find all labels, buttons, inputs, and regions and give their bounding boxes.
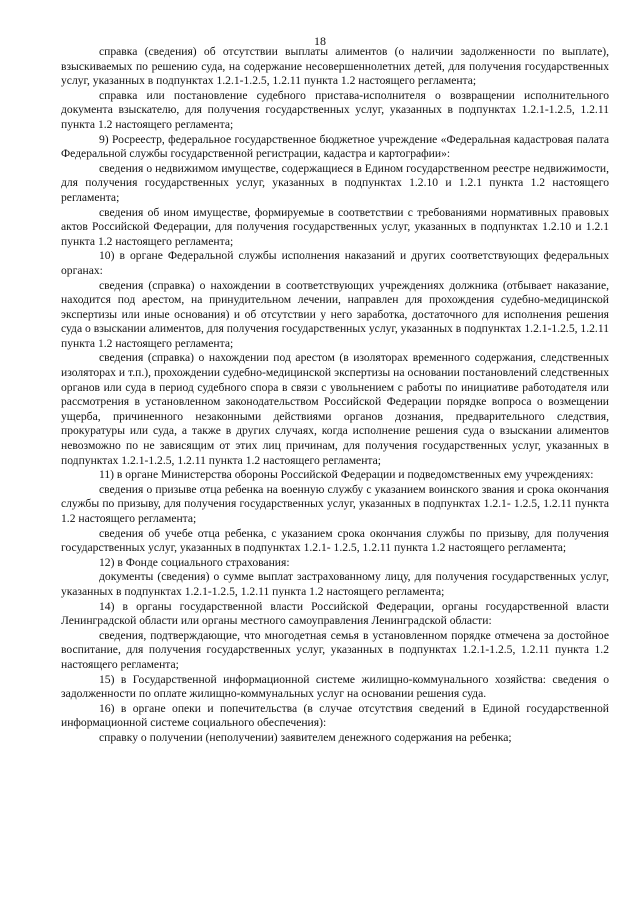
document-body bbox=[61, 45, 609, 746]
paragraph: 12) в Фонде социального страхования: bbox=[99, 555, 290, 569]
paragraph: справку о получении (неполучении) заявителем денежного содержания на ребенка; bbox=[99, 730, 512, 744]
paragraph: 11) в органе Министерства обороны Российской Федерации и подведомственных ему учреждениях: bbox=[99, 468, 594, 482]
page-number: 18 bbox=[314, 34, 326, 48]
paragraph: 16) в органе опеки и попечительства (в случае отсутствия сведений в Единой государственной информационной системе социального обеспечения): bbox=[61, 701, 609, 730]
paragraph: 10) в органе Федеральной службы исполнения наказаний и других соответствующих федеральных органах: bbox=[61, 249, 609, 277]
paragraph: справка (сведения) об отсутствии выплаты алиментов (о наличии задолженности по выплате), взыскиваемых по решению суда, на содержание несовершеннолетних детей, для получения государственных услуг, указанных в подпунктах 1.2.1-1.2.5, 1.2.11 пункта 1.2 настоящего регламента; bbox=[61, 45, 609, 88]
paragraph: документы (сведения) о сумме выплат застрахованному лицу, для получения государственных услуг, указанных в подпунктах 1.2.1-1.2.5, 1.2.11 пункта 1.2 настоящего регламента; bbox=[61, 570, 609, 598]
paragraph: 14) в органы государственной власти Российской Федерации, органы государственной власти Ленинградской области или органы местного самоуправления Ленинградской области: bbox=[61, 599, 609, 628]
paragraph: справка или постановление судебного пристава-исполнителя о возвращении исполнительного документа взыскателю, для получения государственных услуг, указанных в подпунктах 1.2.1-1.2.5, 1.2.11 пункта 1.2 настоящего регламента; bbox=[61, 88, 609, 131]
paragraph: сведения об ином имуществе, формируемые в соответствии с требованиями нормативных правовых актов Российской Федерации, для получения государственных услуг, указанных в подпунктах 1.2.10 и 1.2.1 пункта 1.2 настоящего регламента; bbox=[61, 205, 609, 248]
paragraph: 9) Росреестр, федеральное государственное бюджетное учреждение «Федеральная кадастровая палата Федеральной службы государственной регистрации, кадастра и картографии»: bbox=[61, 132, 609, 161]
paragraph: сведения (справка) о нахождении под арестом (в изоляторах временного содержания, следственных изоляторах и т.п.), прохождении судебно-медицинской экспертизы на основании постановлений следственных органов или суда в период судебного спора в связи с увольнением с работы по инициативе работодателя или рассмотрения в установленном законодательством Российской Федерации порядке вопроса о возмещении ущерба, причиненного незаконными действиями органов дознания, предварительного следствия, прокуратуры или суда, а также в других случаях, когда исполнение решения суда о взыскании алиментов невозможно по не зависящим от этих лиц причинам, для получения государственных услуг, указанных в подпунктах 1.2.1-1.2.5, 1.2.11 пункта 1.2 настоящего регламента; bbox=[61, 351, 609, 467]
paragraph: сведения об учебе отца ребенка, с указанием срока окончания службы по призыву, для получения государственных услуг, указанных в подпунктах 1.2.1- 1.2.5, 1.2.11 пункта 1.2 настоящего регламента; bbox=[61, 526, 609, 555]
paragraph: сведения (справка) о нахождении в соответствующих учреждениях должника (отбывает наказание, находится под арестом, на принудительном лечении, направлен для прохождения судебно-медицинской экспертизы или иные основания) и об отсутствии у него заработка, достаточного для исполнения решения суда о взыскании алиментов, для получения государственных услуг, указанных в подпунктах 1.2.1-1.2.5, 1.2.11 пункта 1.2 настоящего регламента; bbox=[61, 278, 609, 350]
paragraph: сведения, подтверждающие, что многодетная семья в установленном порядке отмечена за достойное воспитание, для получения государственных услуг, указанных в подпунктах 1.2.1-1.2.5, 1.2.11 пункта 1.2 настоящего регламента; bbox=[61, 628, 609, 671]
paragraph: 15) в Государственной информационной системе жилищно-коммунального хозяйства: сведения о задолженности по оплате жилищно-коммунальных услуг на основании решения суда. bbox=[61, 672, 609, 701]
paragraph: сведения о призыве отца ребенка на военную службу с указанием воинского звания и срока окончания службы по призыву, для получения государственных услуг, указанных в подпунктах 1.2.1- 1.2.5, 1.2.11 пункта 1.2 настоящего регламента; bbox=[61, 482, 609, 525]
paragraph: сведения о недвижимом имуществе, содержащиеся в Едином государственном реестре недвижимости, для получения государственных услуг, указанных в подпунктах 1.2.10 и 1.2.1 пункта 1.2 настоящего регламента; bbox=[61, 161, 609, 204]
